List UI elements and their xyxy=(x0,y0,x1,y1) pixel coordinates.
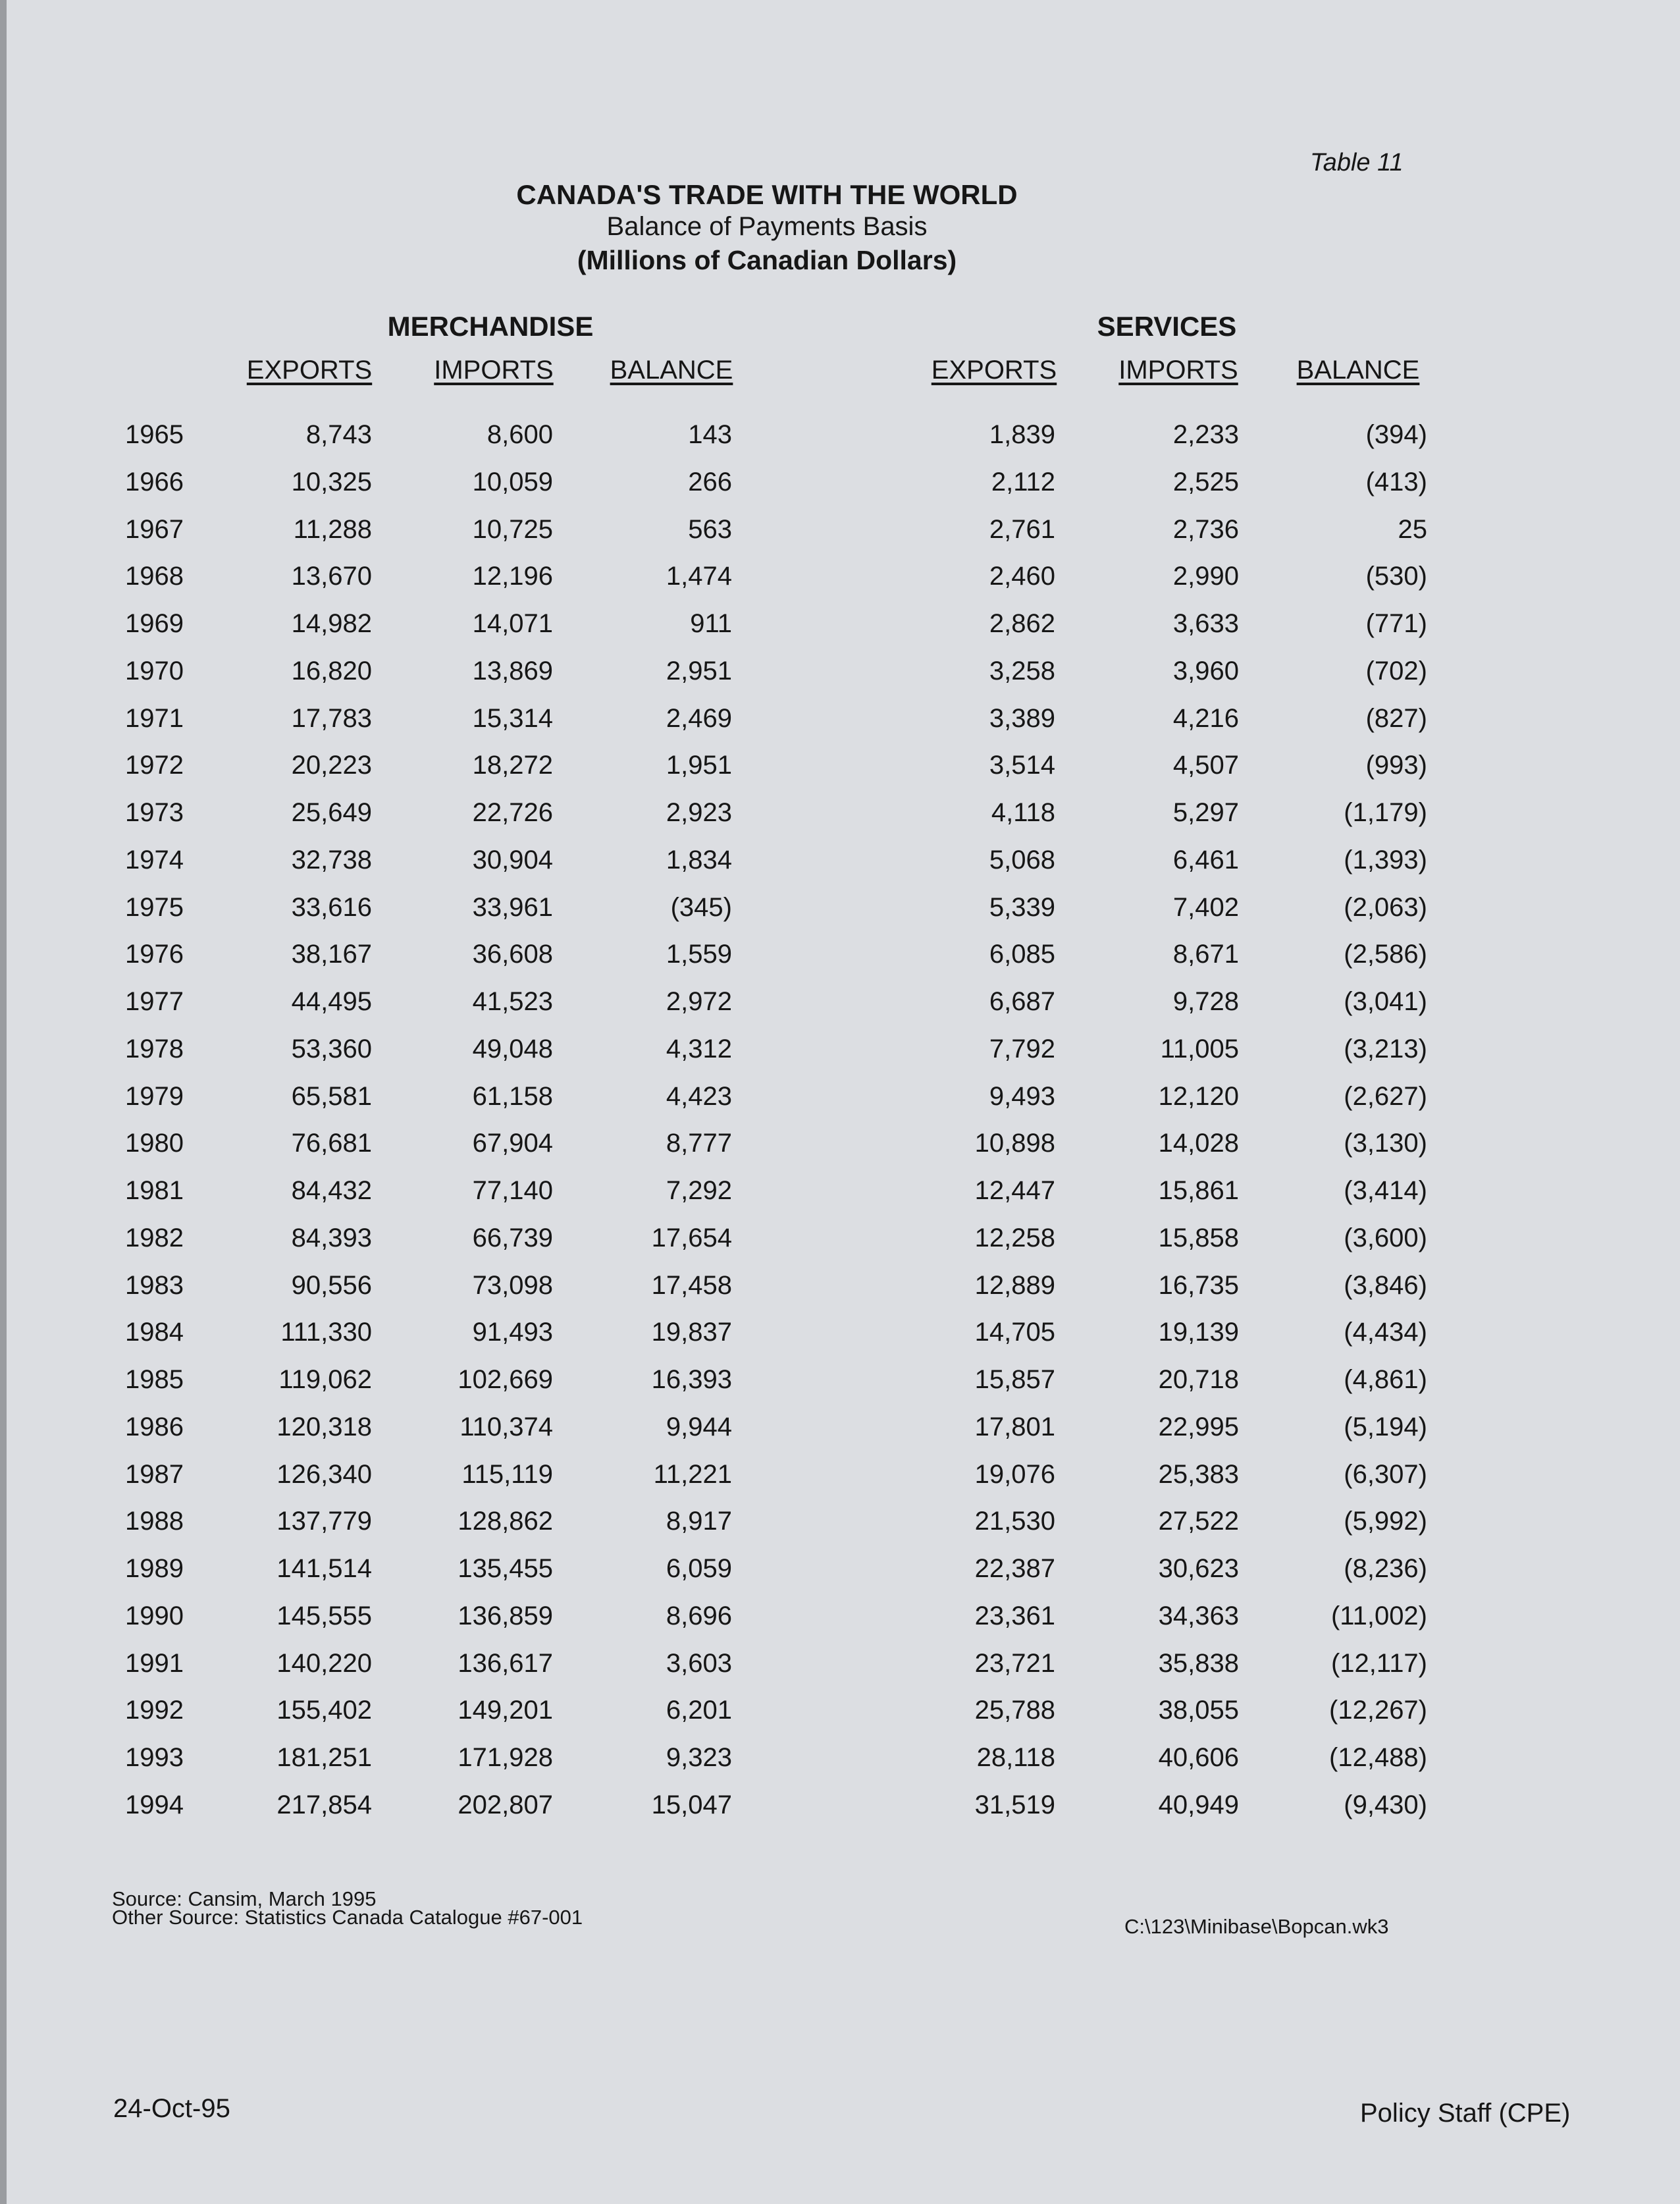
merch-balance-cell: 3,603 xyxy=(666,1649,732,1678)
row-year: 1991 xyxy=(125,1649,184,1678)
merch-imports-cell: 128,862 xyxy=(458,1507,553,1536)
merch-imports-cell: 102,669 xyxy=(458,1365,553,1394)
serv-balance-cell: (8,236) xyxy=(1344,1554,1427,1583)
merch-exports-cell: 90,556 xyxy=(291,1271,372,1300)
merch-exports-cell: 8,743 xyxy=(305,420,372,449)
merch-balance-cell: 6,201 xyxy=(666,1696,732,1725)
serv-exports-cell: 12,447 xyxy=(974,1176,1055,1205)
source-note: Source: Cansim, March 1995 xyxy=(112,1887,377,1910)
serv-exports-cell: 2,460 xyxy=(989,562,1055,591)
serv-balance-cell: (3,846) xyxy=(1344,1271,1427,1300)
row-year: 1979 xyxy=(125,1082,184,1111)
row-year: 1976 xyxy=(125,940,184,969)
serv-balance-cell: (9,430) xyxy=(1344,1790,1427,1819)
merch-exports-cell: 13,670 xyxy=(291,562,372,591)
merch-imports-cell: 49,048 xyxy=(472,1035,553,1063)
serv-imports-cell: 4,507 xyxy=(1172,751,1239,780)
serv-exports-cell: 31,519 xyxy=(974,1790,1055,1819)
serv-balance-cell: (12,267) xyxy=(1329,1696,1427,1725)
row-year: 1965 xyxy=(125,420,184,449)
table-number: Table 11 xyxy=(1310,149,1404,176)
merch-exports-cell: 217,854 xyxy=(276,1790,372,1819)
serv-balance-cell: (530) xyxy=(1365,562,1427,591)
serv-imports-cell: 14,028 xyxy=(1158,1129,1239,1158)
merch-exports-cell: 14,982 xyxy=(291,609,372,638)
merch-imports-cell: 36,608 xyxy=(472,940,553,969)
serv-imports-cell: 4,216 xyxy=(1172,704,1239,733)
serv-imports-cell: 11,005 xyxy=(1160,1035,1239,1063)
merch-imports-cell: 8,600 xyxy=(486,420,553,449)
merch-exports-cell: 111,330 xyxy=(280,1318,372,1347)
merch-balance-cell: 17,458 xyxy=(651,1271,732,1300)
merch-exports-cell: 181,251 xyxy=(276,1743,372,1772)
row-year: 1980 xyxy=(125,1129,184,1158)
serv-imports-cell: 30,623 xyxy=(1158,1554,1239,1583)
row-year: 1993 xyxy=(125,1743,184,1772)
row-year: 1966 xyxy=(125,468,184,497)
merch-balance-cell: 4,312 xyxy=(666,1035,732,1063)
merch-exports-cell: 38,167 xyxy=(291,940,372,969)
row-year: 1972 xyxy=(125,751,184,780)
merch-balance-cell: 266 xyxy=(688,468,732,497)
merch-imports-cell: 110,374 xyxy=(459,1412,553,1441)
serv-imports-cell: 9,728 xyxy=(1172,987,1239,1016)
serv-balance-cell: (993) xyxy=(1365,751,1427,780)
serv-balance-cell: (11,002) xyxy=(1330,1601,1427,1630)
serv-balance-cell: (3,130) xyxy=(1344,1129,1427,1158)
serv-imports-header: IMPORTS xyxy=(1118,356,1238,385)
serv-balance-cell: (6,307) xyxy=(1344,1460,1427,1489)
serv-exports-cell: 2,761 xyxy=(989,515,1055,544)
serv-balance-cell: (702) xyxy=(1365,657,1427,685)
merch-imports-cell: 18,272 xyxy=(472,751,553,780)
merch-imports-cell: 77,140 xyxy=(472,1176,553,1205)
serv-exports-cell: 23,361 xyxy=(974,1601,1055,1630)
merch-balance-header: BALANCE xyxy=(610,356,733,385)
merch-balance-cell: 4,423 xyxy=(666,1082,732,1111)
row-year: 1988 xyxy=(125,1507,184,1536)
row-year: 1969 xyxy=(125,609,184,638)
row-year: 1971 xyxy=(125,704,184,733)
merch-exports-cell: 53,360 xyxy=(291,1035,372,1063)
merch-balance-cell: 8,696 xyxy=(666,1601,732,1630)
serv-exports-cell: 4,118 xyxy=(991,798,1055,827)
report-date: 24-Oct-95 xyxy=(113,2094,230,2123)
merch-balance-cell: 143 xyxy=(688,420,732,449)
serv-balance-cell: (5,992) xyxy=(1344,1507,1427,1536)
row-year: 1974 xyxy=(125,846,184,874)
merch-imports-cell: 12,196 xyxy=(472,562,553,591)
serv-balance-cell: (3,041) xyxy=(1344,987,1427,1016)
serv-exports-cell: 3,514 xyxy=(989,751,1055,780)
serv-balance-cell: (4,434) xyxy=(1344,1318,1427,1347)
merch-imports-cell: 115,119 xyxy=(461,1460,553,1489)
row-year: 1990 xyxy=(125,1601,184,1630)
serv-exports-cell: 28,118 xyxy=(976,1743,1055,1772)
serv-balance-cell: (1,179) xyxy=(1344,798,1427,827)
serv-imports-cell: 19,139 xyxy=(1158,1318,1239,1347)
merch-imports-cell: 14,071 xyxy=(472,609,553,638)
row-year: 1981 xyxy=(125,1176,184,1205)
serv-balance-header: BALANCE xyxy=(1296,356,1420,385)
merch-imports-cell: 171,928 xyxy=(458,1743,553,1772)
merch-exports-cell: 126,340 xyxy=(276,1460,372,1489)
merch-exports-cell: 25,649 xyxy=(291,798,372,827)
row-year: 1989 xyxy=(125,1554,184,1583)
serv-exports-cell: 19,076 xyxy=(974,1460,1055,1489)
serv-imports-cell: 5,297 xyxy=(1172,798,1239,827)
serv-imports-cell: 15,858 xyxy=(1158,1223,1239,1252)
serv-balance-cell: (771) xyxy=(1365,609,1427,638)
merch-balance-cell: 19,837 xyxy=(651,1318,732,1347)
merch-balance-cell: 2,923 xyxy=(666,798,732,827)
serv-imports-cell: 7,402 xyxy=(1172,893,1239,922)
serv-exports-cell: 7,792 xyxy=(989,1035,1055,1063)
serv-exports-cell: 1,839 xyxy=(989,420,1055,449)
merch-imports-cell: 22,726 xyxy=(472,798,553,827)
merch-balance-cell: 1,834 xyxy=(666,846,732,874)
merch-imports-cell: 15,314 xyxy=(472,704,553,733)
merch-balance-cell: 8,777 xyxy=(666,1129,732,1158)
serv-imports-cell: 3,633 xyxy=(1172,609,1239,638)
merch-imports-cell: 30,904 xyxy=(472,846,553,874)
merch-exports-cell: 20,223 xyxy=(291,751,372,780)
serv-imports-cell: 15,861 xyxy=(1158,1176,1239,1205)
serv-exports-cell: 5,339 xyxy=(989,893,1055,922)
merch-balance-cell: 1,951 xyxy=(666,751,732,780)
merch-balance-cell: 563 xyxy=(688,515,732,544)
serv-exports-cell: 21,530 xyxy=(974,1507,1055,1536)
serv-balance-cell: (12,117) xyxy=(1330,1649,1427,1678)
services-heading: SERVICES xyxy=(1097,311,1237,342)
serv-exports-cell: 15,857 xyxy=(974,1365,1055,1394)
serv-imports-cell: 3,960 xyxy=(1172,657,1239,685)
serv-imports-cell: 25,383 xyxy=(1158,1460,1239,1489)
merch-imports-cell: 61,158 xyxy=(472,1082,553,1111)
merch-balance-cell: 17,654 xyxy=(651,1223,732,1252)
merchandise-heading: MERCHANDISE xyxy=(387,311,594,342)
row-year: 1986 xyxy=(125,1412,184,1441)
serv-exports-cell: 14,705 xyxy=(974,1318,1055,1347)
merch-balance-cell: (345) xyxy=(670,893,732,922)
merch-exports-cell: 16,820 xyxy=(291,657,372,685)
serv-imports-cell: 27,522 xyxy=(1158,1507,1239,1536)
serv-imports-cell: 40,606 xyxy=(1158,1743,1239,1772)
serv-imports-cell: 2,990 xyxy=(1172,562,1239,591)
serv-balance-cell: (2,586) xyxy=(1344,940,1427,969)
page-subtitle: Balance of Payments Basis xyxy=(606,212,928,241)
row-year: 1992 xyxy=(125,1696,184,1725)
merch-imports-cell: 41,523 xyxy=(472,987,553,1016)
merch-balance-cell: 15,047 xyxy=(651,1790,732,1819)
merch-exports-cell: 141,514 xyxy=(276,1554,372,1583)
serv-imports-cell: 38,055 xyxy=(1158,1696,1239,1725)
merch-imports-cell: 136,859 xyxy=(458,1601,553,1630)
merch-balance-cell: 9,323 xyxy=(666,1743,732,1772)
merch-balance-cell: 7,292 xyxy=(666,1176,732,1205)
merch-exports-cell: 17,783 xyxy=(291,704,372,733)
serv-balance-cell: (827) xyxy=(1365,704,1427,733)
serv-imports-cell: 20,718 xyxy=(1158,1365,1239,1394)
serv-balance-cell: 25 xyxy=(1398,515,1427,544)
serv-balance-cell: (3,414) xyxy=(1344,1176,1427,1205)
merch-imports-cell: 13,869 xyxy=(472,657,553,685)
serv-balance-cell: (3,600) xyxy=(1344,1223,1427,1252)
page-title: CANADA'S TRADE WITH THE WORLD xyxy=(516,179,1018,210)
merch-imports-cell: 33,961 xyxy=(472,893,553,922)
serv-exports-cell: 23,721 xyxy=(974,1649,1055,1678)
serv-exports-cell: 12,258 xyxy=(974,1223,1055,1252)
merch-exports-cell: 140,220 xyxy=(276,1649,372,1678)
serv-exports-header: EXPORTS xyxy=(931,356,1057,385)
row-year: 1987 xyxy=(125,1460,184,1489)
merch-exports-cell: 137,779 xyxy=(276,1507,372,1536)
row-year: 1970 xyxy=(125,657,184,685)
merch-balance-cell: 16,393 xyxy=(651,1365,732,1394)
file-path: C:\123\Minibase\Bopcan.wk3 xyxy=(1124,1915,1389,1938)
merch-exports-cell: 120,318 xyxy=(276,1412,372,1441)
merch-balance-cell: 2,972 xyxy=(666,987,732,1016)
merch-imports-cell: 202,807 xyxy=(458,1790,553,1819)
merch-exports-cell: 84,393 xyxy=(291,1223,372,1252)
merch-exports-cell: 119,062 xyxy=(278,1365,372,1394)
merch-balance-cell: 911 xyxy=(690,609,732,638)
serv-balance-cell: (2,627) xyxy=(1344,1082,1427,1111)
serv-imports-cell: 34,363 xyxy=(1158,1601,1239,1630)
merch-balance-cell: 1,474 xyxy=(666,562,732,591)
serv-exports-cell: 2,112 xyxy=(991,468,1055,497)
row-year: 1983 xyxy=(125,1271,184,1300)
merch-balance-cell: 6,059 xyxy=(666,1554,732,1583)
merch-balance-cell: 2,951 xyxy=(666,657,732,685)
row-year: 1967 xyxy=(125,515,184,544)
merch-imports-cell: 67,904 xyxy=(472,1129,553,1158)
serv-exports-cell: 12,889 xyxy=(974,1271,1055,1300)
serv-exports-cell: 10,898 xyxy=(974,1129,1055,1158)
serv-balance-cell: (3,213) xyxy=(1344,1035,1427,1063)
serv-imports-cell: 2,525 xyxy=(1172,468,1239,497)
merch-imports-cell: 149,201 xyxy=(458,1696,553,1725)
row-year: 1973 xyxy=(125,798,184,827)
serv-imports-cell: 12,120 xyxy=(1158,1082,1239,1111)
serv-imports-cell: 40,949 xyxy=(1158,1790,1239,1819)
merch-exports-cell: 65,581 xyxy=(291,1082,372,1111)
serv-balance-cell: (2,063) xyxy=(1344,893,1427,922)
serv-imports-cell: 6,461 xyxy=(1172,846,1239,874)
row-year: 1984 xyxy=(125,1318,184,1347)
merch-exports-cell: 44,495 xyxy=(291,987,372,1016)
merch-imports-cell: 66,739 xyxy=(472,1223,553,1252)
serv-exports-cell: 6,085 xyxy=(989,940,1055,969)
merch-imports-cell: 73,098 xyxy=(472,1271,553,1300)
merch-exports-cell: 84,432 xyxy=(291,1176,372,1205)
row-year: 1985 xyxy=(125,1365,184,1394)
merch-imports-cell: 10,059 xyxy=(472,468,553,497)
merch-balance-cell: 2,469 xyxy=(666,704,732,733)
merch-balance-cell: 1,559 xyxy=(666,940,732,969)
row-year: 1975 xyxy=(125,893,184,922)
merch-imports-cell: 136,617 xyxy=(458,1649,553,1678)
serv-exports-cell: 2,862 xyxy=(989,609,1055,638)
merch-exports-cell: 11,288 xyxy=(293,515,372,544)
serv-imports-cell: 2,233 xyxy=(1172,420,1239,449)
merch-exports-cell: 145,555 xyxy=(276,1601,372,1630)
other-source-note: Other Source: Statistics Canada Catalogue #67-001 xyxy=(112,1906,583,1929)
serv-balance-cell: (5,194) xyxy=(1344,1412,1427,1441)
serv-exports-cell: 25,788 xyxy=(974,1696,1055,1725)
row-year: 1978 xyxy=(125,1035,184,1063)
merch-exports-cell: 33,616 xyxy=(291,893,372,922)
merch-imports-cell: 10,725 xyxy=(472,515,553,544)
row-year: 1977 xyxy=(125,987,184,1016)
row-year: 1994 xyxy=(125,1790,184,1819)
serv-balance-cell: (413) xyxy=(1365,468,1427,497)
serv-exports-cell: 17,801 xyxy=(974,1412,1055,1441)
serv-exports-cell: 3,389 xyxy=(989,704,1055,733)
serv-exports-cell: 22,387 xyxy=(974,1554,1055,1583)
row-year: 1982 xyxy=(125,1223,184,1252)
merch-exports-cell: 76,681 xyxy=(291,1129,372,1158)
merch-exports-header: EXPORTS xyxy=(246,356,373,385)
merch-imports-header: IMPORTS xyxy=(434,356,554,385)
merch-imports-cell: 91,493 xyxy=(472,1318,553,1347)
serv-exports-cell: 9,493 xyxy=(989,1082,1055,1111)
serv-imports-cell: 2,736 xyxy=(1172,515,1239,544)
merch-balance-cell: 9,944 xyxy=(666,1412,732,1441)
author-label: Policy Staff (CPE) xyxy=(1360,2099,1571,2128)
serv-balance-cell: (1,393) xyxy=(1344,846,1427,874)
serv-imports-cell: 22,995 xyxy=(1158,1412,1239,1441)
merch-exports-cell: 32,738 xyxy=(291,846,372,874)
units-label: (Millions of Canadian Dollars) xyxy=(577,245,957,275)
row-year: 1968 xyxy=(125,562,184,591)
merch-imports-cell: 135,455 xyxy=(458,1554,553,1583)
serv-imports-cell: 16,735 xyxy=(1158,1271,1239,1300)
serv-imports-cell: 8,671 xyxy=(1172,940,1239,969)
serv-imports-cell: 35,838 xyxy=(1158,1649,1239,1678)
merch-balance-cell: 11,221 xyxy=(653,1460,732,1489)
serv-exports-cell: 6,687 xyxy=(989,987,1055,1016)
serv-balance-cell: (4,861) xyxy=(1344,1365,1427,1394)
serv-balance-cell: (12,488) xyxy=(1329,1743,1427,1772)
merch-exports-cell: 155,402 xyxy=(276,1696,372,1725)
merch-balance-cell: 8,917 xyxy=(666,1507,732,1536)
serv-balance-cell: (394) xyxy=(1365,420,1427,449)
serv-exports-cell: 5,068 xyxy=(989,846,1055,874)
merch-exports-cell: 10,325 xyxy=(291,468,372,497)
serv-exports-cell: 3,258 xyxy=(989,657,1055,685)
